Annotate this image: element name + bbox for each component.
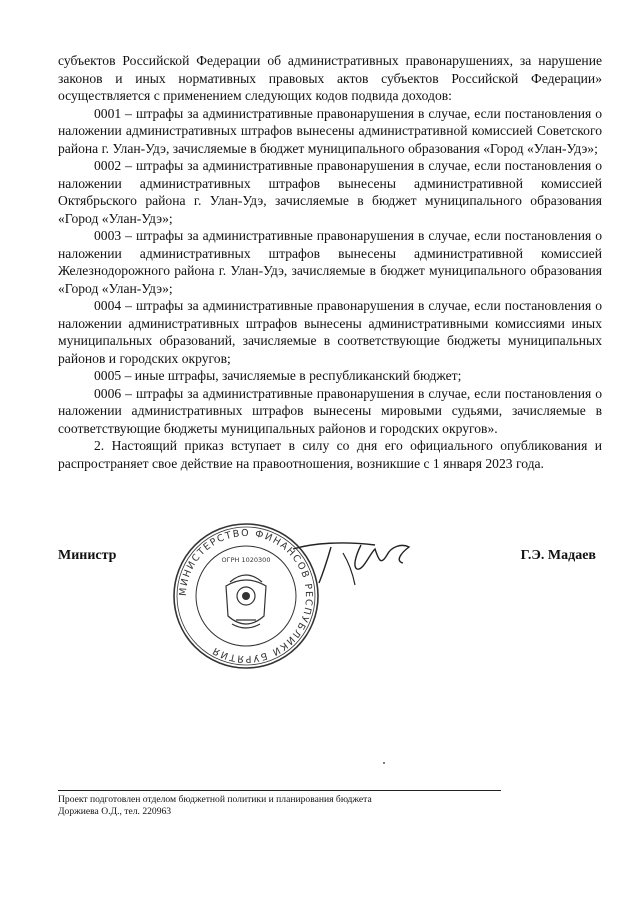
footer-divider (58, 790, 501, 791)
paragraph-code-0003: 0003 – штрафы за административные правонарушения в случае, если постановления о наложении административных штрафов вынесены административной комиссией Железнодорожного района г. Улан-Удэ, зачисляемые в бюджет муниципального образования «Город «Улан-Удэ»; (58, 228, 602, 296)
seal-inner-text: ОГРН 1020300 (221, 556, 271, 564)
body-text (58, 52, 602, 472)
footer-note (58, 794, 372, 818)
signer-role: Министр (58, 548, 117, 563)
footer-contact: Доржиева О.Д., тел. 220963 (58, 806, 172, 817)
emblem-icon (226, 575, 266, 628)
paragraph-code-0006: 0006 – штрафы за административные правонарушения в случае, если постановления о наложении административных штрафов вынесены мировыми судьями, зачисляемые в соответствующие бюджеты муниципальных районов и городских округов». (58, 385, 602, 436)
paragraph-effective-date: 2. Настоящий приказ вступает в силу со дня его официального опубликования и распространяет свое действие на правоотношения, возникшие с 1 января 2023 года. (58, 438, 602, 471)
paragraph-code-0005: 0005 – иные штрафы, зачисляемые в республиканский бюджет; (94, 368, 462, 383)
scan-speck (383, 762, 385, 764)
paragraph-code-0002: 0002 – штрафы за административные правонарушения в случае, если постановления о наложении административных штрафов вынесены административной комиссией Октябрьского района г. Улан-Удэ, зачисляемые в бюджет муниципального образования «Город «Улан-Удэ»; (58, 158, 602, 226)
footer-prepared-by: Проект подготовлен отделом бюджетной политики и планирования бюджета (58, 794, 372, 805)
paragraph-continuation: субъектов Российской Федерации об административных правонарушениях, за нарушение законов и иных нормативных правовых актов субъектов Российской Федерации» осуществляется с применением следующих кодов подвида доходов: (58, 53, 602, 103)
signature-block (58, 527, 602, 690)
paragraph-code-0004: 0004 – штрафы за административные правонарушения в случае, если постановления о наложении административных штрафов вынесены административными комиссиями иных муниципальных образований, зачисляемые в соответствующие бюджеты муниципальных районов и городских округов; (58, 298, 602, 366)
signer-name: Г.Э. Мадаев (520, 548, 596, 563)
handwritten-signature-icon (283, 525, 433, 595)
paragraph-code-0001: 0001 – штрафы за административные правонарушения в случае, если постановления о наложении административных штрафов вынесены административной комиссией Советского района г. Улан-Удэ, зачисляемые в бюджет муниципального образования «Город «Улан-Удэ»; (58, 105, 602, 156)
seal-outer-text: МИНИСТЕРСТВО ФИНАНСОВ РЕСПУБЛИКИ БУРЯТИЯ (177, 527, 315, 665)
